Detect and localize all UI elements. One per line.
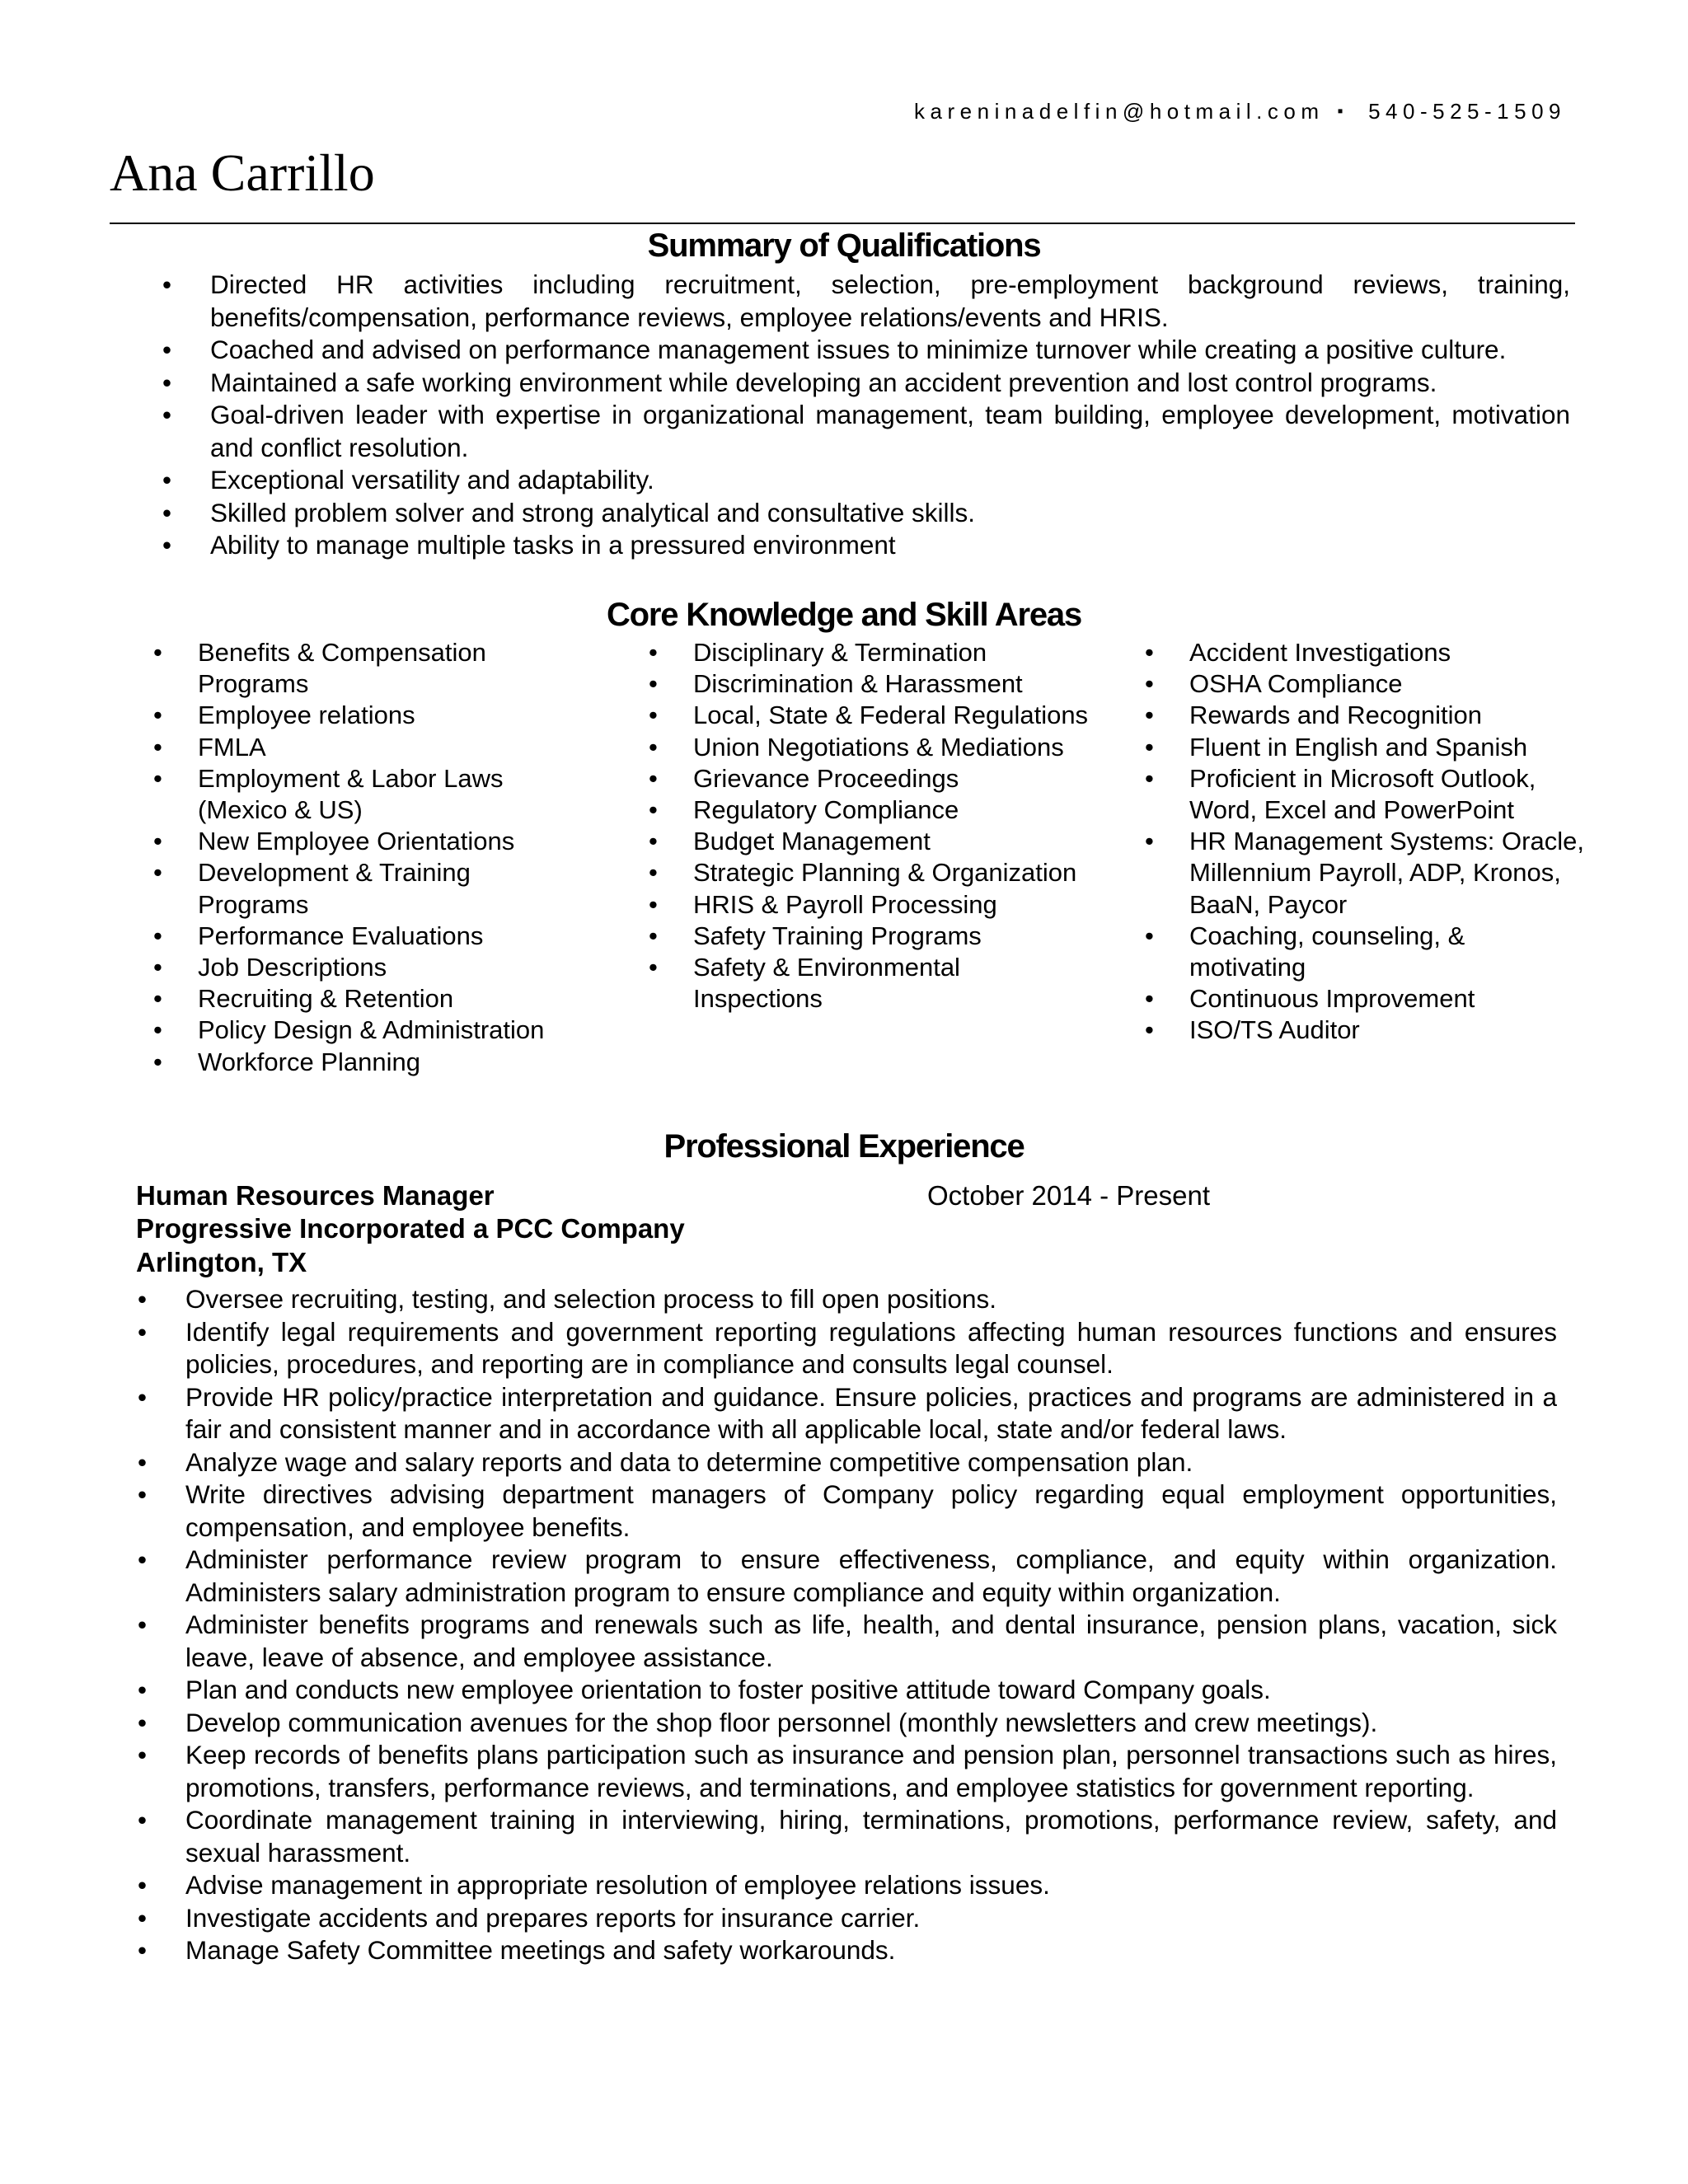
job-title: Human Resources Manager (136, 1180, 495, 1211)
job-location: Arlington, TX (136, 1247, 307, 1277)
duty-item: • Administer performance review program to ensure effectiveness, compliance, and equity within organization. Administers salary administration program to ensure compliance and equity within organization. (185, 1544, 1557, 1609)
skill-item: • HR Management Systems: Oracle, Millennium Payroll, ADP, Kronos, BaaN, Paycor (1189, 826, 1585, 921)
skill-item: • Policy Design & Administration (198, 1015, 577, 1046)
skill-item: • New Employee Orientations (198, 826, 577, 857)
skills-column-2 (693, 637, 1089, 1015)
skill-item: • Performance Evaluations (198, 921, 577, 952)
summary-item: • Goal-driven leader with expertise in organizational management, team building, employee development, motivation and conflict resolution. (210, 399, 1570, 464)
skill-item: • Continuous Improvement (1189, 983, 1585, 1015)
skill-item: • Benefits & Compensation Programs (198, 637, 577, 700)
duty-item: • Manage Safety Committee meetings and safety workarounds. (185, 1934, 1557, 1967)
skill-item: • Budget Management (693, 826, 1089, 857)
skill-item: • OSHA Compliance (1189, 668, 1585, 700)
duty-item: • Keep records of benefits plans participation such as insurance and pension plan, personnel transactions such as hires, promotions, transfers, performance reviews, and terminations, and employee statistics for government reporting. (185, 1739, 1557, 1804)
skill-item: • Regulatory Compliance (693, 794, 1089, 826)
skill-item: • HRIS & Payroll Processing (693, 889, 1089, 921)
skill-item: • Employment & Labor Laws (Mexico & US) (198, 763, 577, 826)
skill-item: • ISO/TS Auditor (1189, 1015, 1585, 1046)
summary-item: • Exceptional versatility and adaptability. (210, 464, 1570, 497)
job-company: Progressive Incorporated a PCC Company (136, 1213, 685, 1244)
separator-icon: ▪ (1337, 102, 1349, 120)
duty-item: • Administer benefits programs and renewals such as life, health, and dental insurance, pension plans, vacation, sick leave, leave of absence, and employee assistance. (185, 1609, 1557, 1674)
duty-item: • Investigate accidents and prepares reports for insurance carrier. (185, 1902, 1557, 1935)
duty-item: • Advise management in appropriate resolution of employee relations issues. (185, 1869, 1557, 1902)
duty-item: • Analyze wage and salary reports and data to determine competitive compensation plan. (185, 1446, 1557, 1479)
skill-item: • Grievance Proceedings (693, 763, 1089, 794)
experience-heading: Professional Experience (663, 1128, 1025, 1165)
email-text: kareninadelfin@hotmail.com (914, 99, 1325, 124)
skill-item: • Safety Training Programs (693, 921, 1089, 952)
skill-item: • Workforce Planning (198, 1047, 577, 1078)
duty-item: • Coordinate management training in interviewing, hiring, terminations, promotions, performance review, safety, and sexual harassment. (185, 1804, 1557, 1869)
summary-item: • Directed HR activities including recruitment, selection, pre-employment background reviews, training, benefits/compensation, performance reviews, employee relations/events and HRIS. (210, 269, 1570, 334)
skills-column-1 (198, 637, 577, 1078)
duty-item: • Plan and conducts new employee orientation to foster positive attitude toward Company goals. (185, 1674, 1557, 1707)
duty-item: • Identify legal requirements and government reporting regulations affecting human resources functions and ensures policies, procedures, and reporting are in compliance and consults legal counsel. (185, 1316, 1557, 1381)
skill-item: • Development & Training Programs (198, 857, 577, 920)
skill-item: • Coaching, counseling, & motivating (1189, 921, 1585, 983)
skill-item: • Local, State & Federal Regulations (693, 700, 1089, 731)
skill-item: • Strategic Planning & Organization (693, 857, 1089, 888)
duty-item: • Develop communication avenues for the shop floor personnel (monthly newsletters and crew meetings). (185, 1707, 1557, 1740)
skill-item: • Safety & Environmental Inspections (693, 952, 1089, 1015)
phone-text: 540-525-1509 (1368, 99, 1566, 124)
skill-item: • Job Descriptions (198, 952, 577, 983)
skill-item: • Recruiting & Retention (198, 983, 577, 1015)
summary-item: • Maintained a safe working environment while developing an accident prevention and lost control programs. (210, 367, 1570, 400)
skill-item: • Rewards and Recognition (1189, 700, 1585, 731)
duty-item: • Oversee recruiting, testing, and selection process to fill open positions. (185, 1283, 1557, 1316)
summary-item: • Coached and advised on performance management issues to minimize turnover while creating a positive culture. (210, 334, 1570, 367)
skill-item: • Disciplinary & Termination (693, 637, 1089, 668)
skill-item: • Employee relations (198, 700, 577, 731)
summary-list (210, 269, 1570, 562)
duty-item: • Provide HR policy/practice interpretation and guidance. Ensure policies, practices and programs are administered in a fair and consistent manner and in accordance with all applicable local, state and/or federal laws. (185, 1381, 1557, 1446)
header-divider (110, 223, 1575, 224)
skills-column-3 (1189, 637, 1585, 1047)
skill-item: • FMLA (198, 732, 577, 763)
duty-item: • Write directives advising department managers of Company policy regarding equal employment opportunities, compensation, and employee benefits. (185, 1479, 1557, 1544)
skill-item: • Accident Investigations (1189, 637, 1585, 668)
skill-item: • Fluent in English and Spanish (1189, 732, 1585, 763)
summary-heading: Summary of Qualifications (647, 227, 1041, 264)
skill-item: • Proficient in Microsoft Outlook, Word, Excel and PowerPoint (1189, 763, 1585, 826)
skill-item: • Discrimination & Harassment (693, 668, 1089, 700)
candidate-name: Ana Carrillo (110, 143, 375, 202)
contact-line (914, 99, 1566, 124)
job-duties-list (185, 1283, 1557, 1967)
skill-item: • Union Negotiations & Mediations (693, 732, 1089, 763)
summary-item: • Ability to manage multiple tasks in a pressured environment (210, 529, 1570, 562)
job-dates: October 2014 - Present (927, 1180, 1211, 1211)
summary-item: • Skilled problem solver and strong analytical and consultative skills. (210, 497, 1570, 530)
skills-heading: Core Knowledge and Skill Areas (606, 597, 1081, 633)
